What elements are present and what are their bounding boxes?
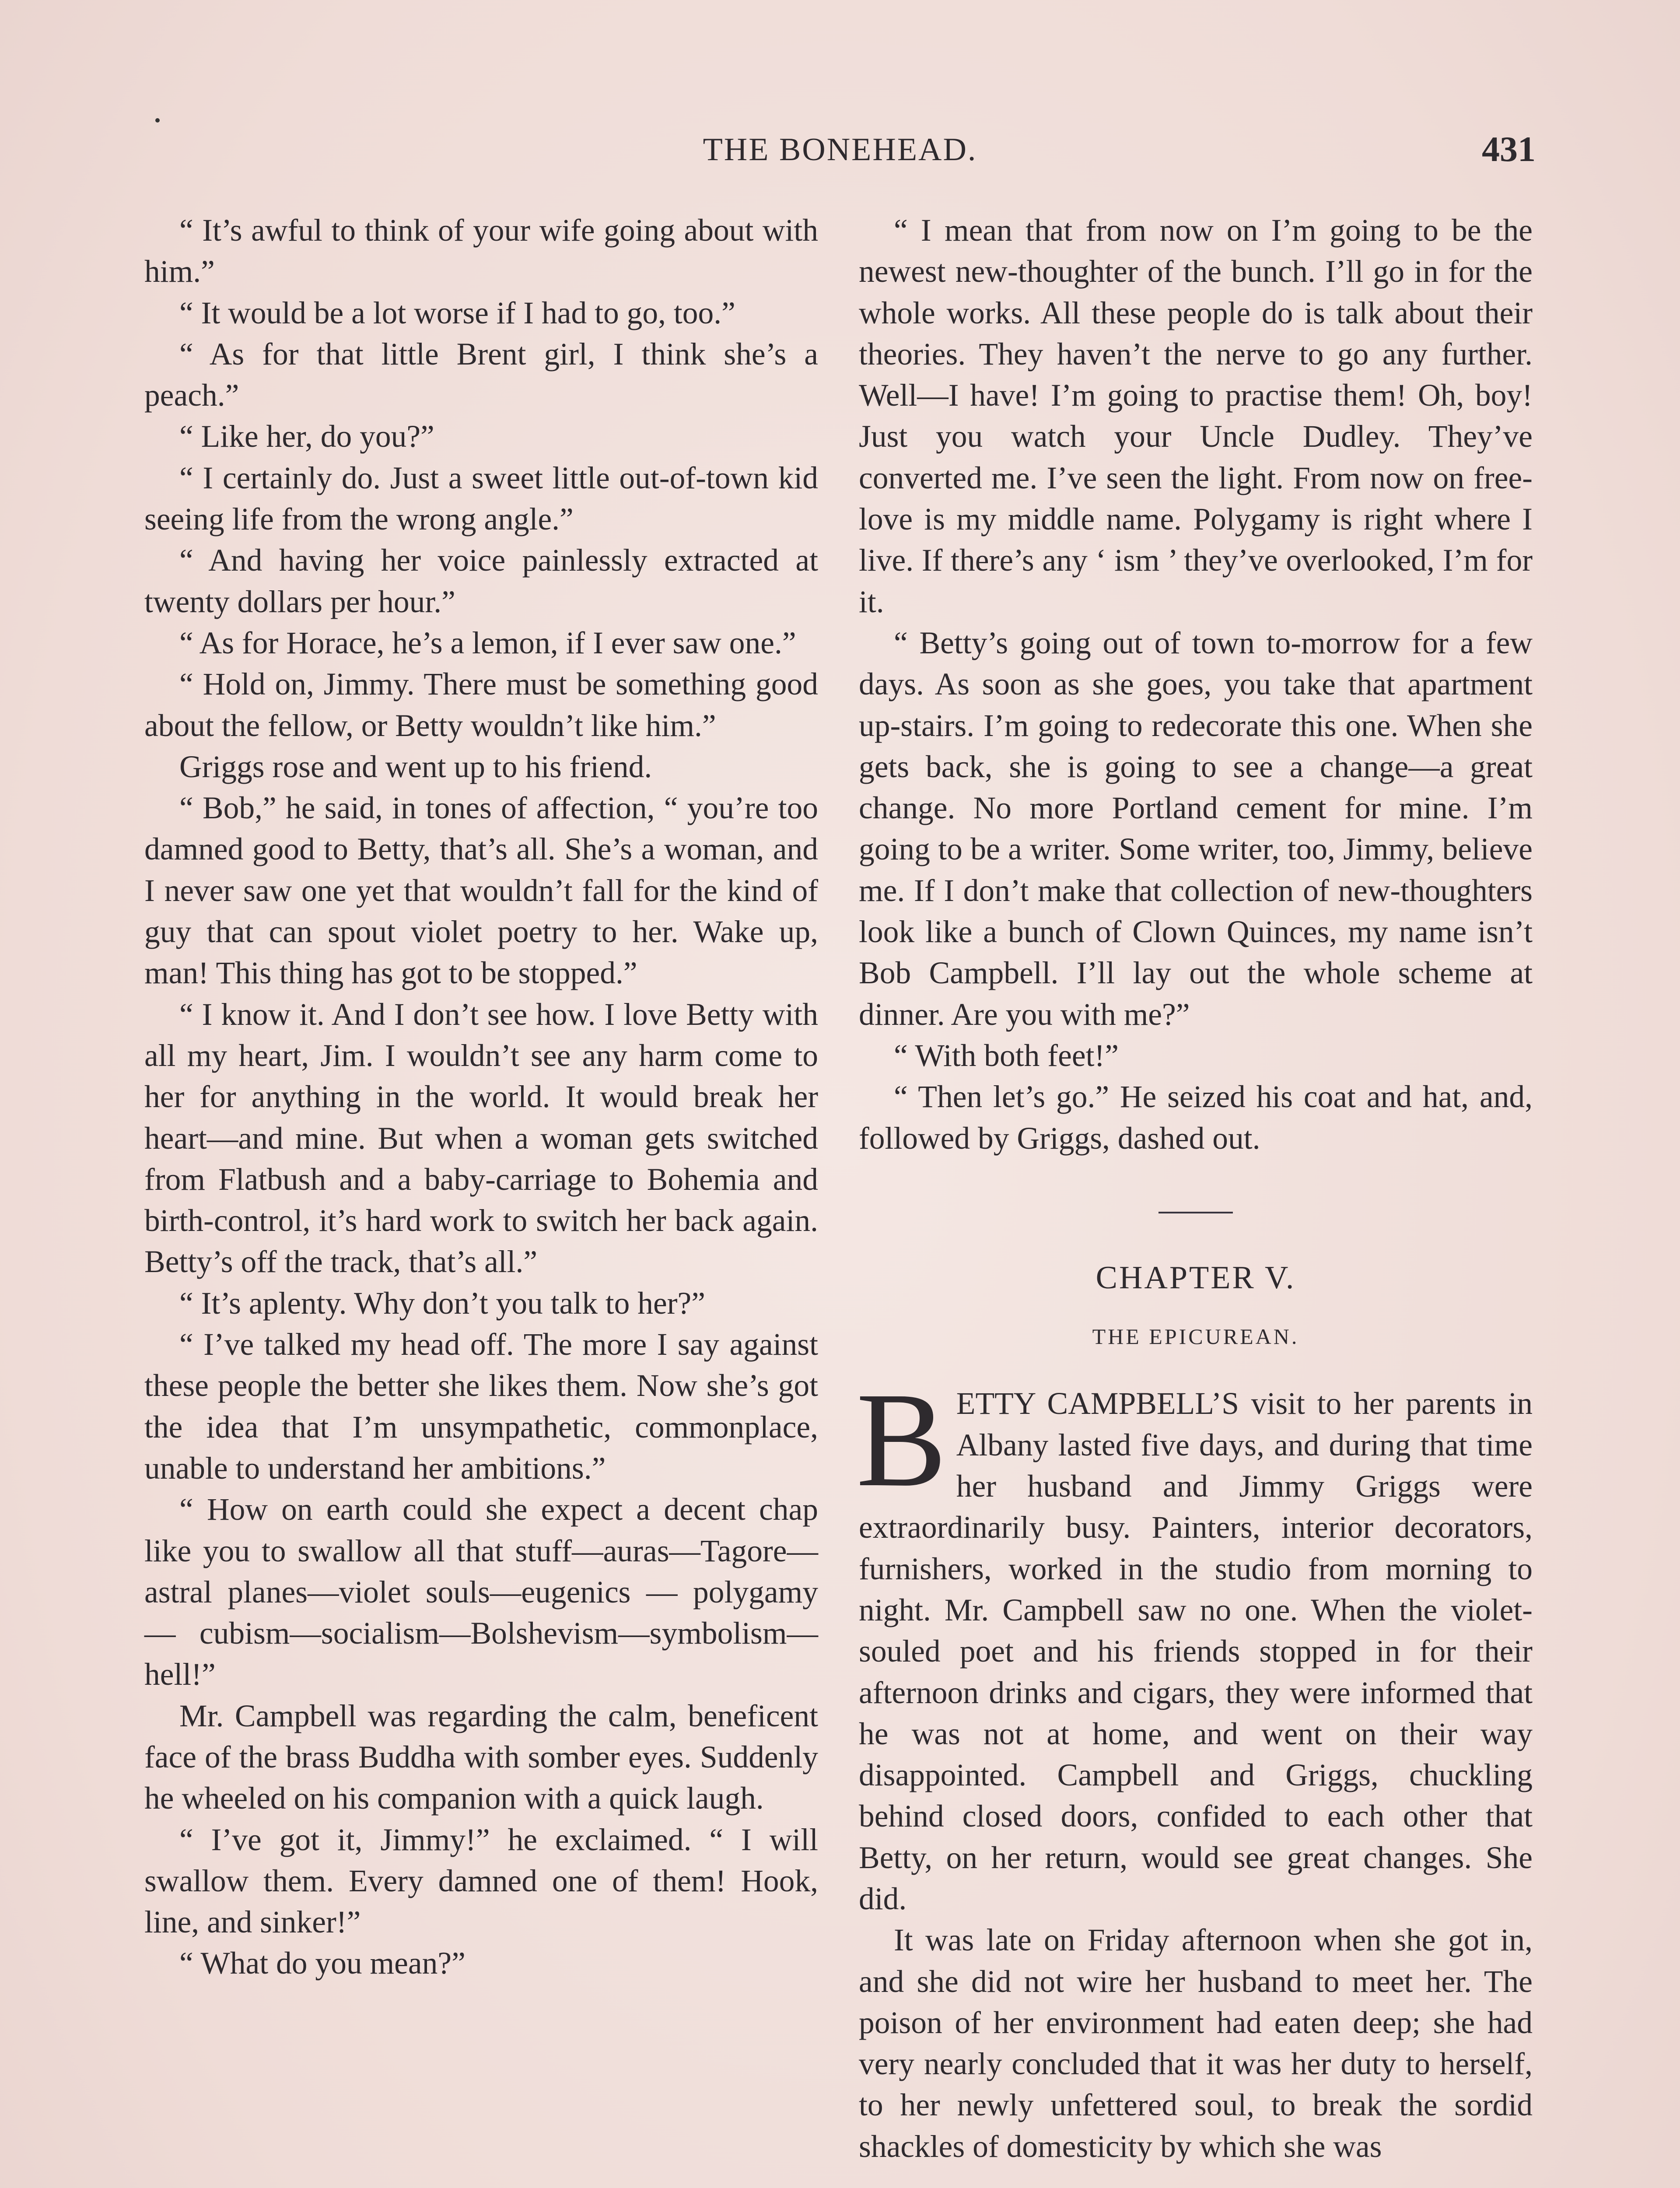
- paragraph: Mr. Campbell was regarding the calm, beneficent face of the brass Buddha with somber eyes. Suddenly he wheeled on his companion with a quick laugh.: [144, 1698, 818, 1816]
- chapter-opening-text: ETTY CAMPBELL’S visit to her parents in Albany lasted five days, and during that time her husband and Jimmy Griggs were extraordinarily busy. Painters, interior decorators, furnishers, worked in the studio from morning to night. Mr. Campbell saw no one. When the violet-souled poet and his friends stopped in for their afternoon drinks and cigars, they were informed that he was not at home, and went on their way disappointed. Campbell and Griggs, chuckling behind closed doors, confided to each other that Betty, on her return, would see great changes. She did.: [859, 1386, 1533, 1916]
- paragraph: It was late on Friday afternoon when she got in, and she did not wire her husband to meet her. The poison of her environment had eaten deep; she had very nearly concluded that it was her duty to herself, to her newly unfettered soul, to break the sordid shackles of domesticity by which she was: [859, 1923, 1533, 2164]
- page-number: 431: [1482, 129, 1536, 169]
- left-column: [144, 210, 818, 1985]
- drop-cap: B: [856, 1365, 947, 1515]
- paragraph: “ Hold on, Jimmy. There must be something good about the fellow, or Betty wouldn’t like him.”: [144, 667, 818, 743]
- section-divider: [1158, 1212, 1233, 1213]
- paragraph: “ It’s aplenty. Why don’t you talk to her?”: [179, 1286, 705, 1321]
- paragraph: “ I’ve talked my head off. The more I say against these people the better she likes them. Now she’s got the idea that I’m unsympathetic, commonplace, unable to understand her ambitions.”: [144, 1327, 818, 1486]
- page-header: [144, 131, 1536, 179]
- paragraph: “ I’ve got it, Jimmy!” he exclaimed. “ I will swallow them. Every damned one of them! Hook, line, and sinker!”: [144, 1822, 818, 1940]
- chapter-title: CHAPTER V.: [1096, 1259, 1296, 1296]
- paragraph: “ Betty’s going out of town to-morrow for a few days. As soon as she goes, you take that apartment up-stairs. I’m going to redecorate this one. When she gets back, she is going to see a change—a great change. No more Portland cement for mine. I’m going to be a writer. Some writer, too, Jimmy, believe me. If I don’t make that collection of new-thoughters look like a bunch of Clown Quinces, my name isn’t Bob Campbell. I’ll lay out the whole scheme at dinner. Are you with me?”: [859, 625, 1533, 1032]
- paragraph: “ As for that little Brent girl, I think she’s a peach.”: [144, 337, 818, 413]
- paragraph: “ I know it. And I don’t see how. I love Betty with all my heart, Jim. I wouldn’t see any harm come to her for anything in the world. It would break her heart—and mine. But when a woman gets switched from Flatbush and a baby-carriage to Bohemia and birth-control, it’s hard work to switch her back again. Betty’s off the track, that’s all.”: [144, 997, 818, 1280]
- chapter-subtitle: THE EPICUREAN.: [1092, 1324, 1299, 1349]
- paragraph: “ Like her, do you?”: [179, 419, 434, 454]
- paragraph: “ Bob,” he said, in tones of affection, “ you’re too damned good to Betty, that’s all. She’s a woman, and I never saw one yet that wouldn’t fall for the kind of guy that can spout violet poetry to her. Wake up, man! This thing has got to be stopped.”: [144, 791, 818, 991]
- paragraph: “ I mean that from now on I’m going to be the newest new-thoughter of the bunch. I’ll go in for the whole works. All these people do is talk about their theories. They haven’t the nerve to go any further. Well—I have! I’m going to practise them! Oh, boy! Just you watch your Uncle Dudley. They’ve converted me. I’ve seen the light. From now on free-love is my middle name. Polygamy is right where I live. If there’s any ‘ ism ’ they’ve overlooked, I’m for it.: [859, 213, 1533, 619]
- right-column: [856, 210, 1533, 2167]
- paragraph: “ It’s awful to think of your wife going about with him.”: [144, 213, 818, 289]
- print-speck: [155, 118, 160, 123]
- running-title: THE BONEHEAD.: [703, 132, 977, 168]
- paragraph: “ How on earth could she expect a decent chap like you to swallow all that stuff—auras—Tagore—astral planes—violet souls—eugenics — polygamy — cubism—socialism—Bolshevism—symbolism—hell!”: [144, 1492, 818, 1692]
- paragraph: “ And having her voice painlessly extracted at twenty dollars per hour.”: [144, 543, 818, 619]
- paragraph: “ With both feet!”: [894, 1038, 1119, 1073]
- paragraph: “ I certainly do. Just a sweet little out-of-town kid seeing life from the wrong angle.”: [144, 460, 818, 537]
- paragraph: “ Then let’s go.” He seized his coat and hat, and, followed by Griggs, dashed out.: [859, 1080, 1533, 1156]
- chapter-opening-paragraph: [856, 1365, 1533, 1920]
- paragraph: “ As for Horace, he’s a lemon, if I ever saw one.”: [179, 625, 796, 660]
- paragraph: Griggs rose and went up to his friend.: [179, 749, 652, 784]
- paragraph: “ It would be a lot worse if I had to go, too.”: [179, 295, 735, 330]
- paragraph: “ What do you mean?”: [179, 1946, 466, 1981]
